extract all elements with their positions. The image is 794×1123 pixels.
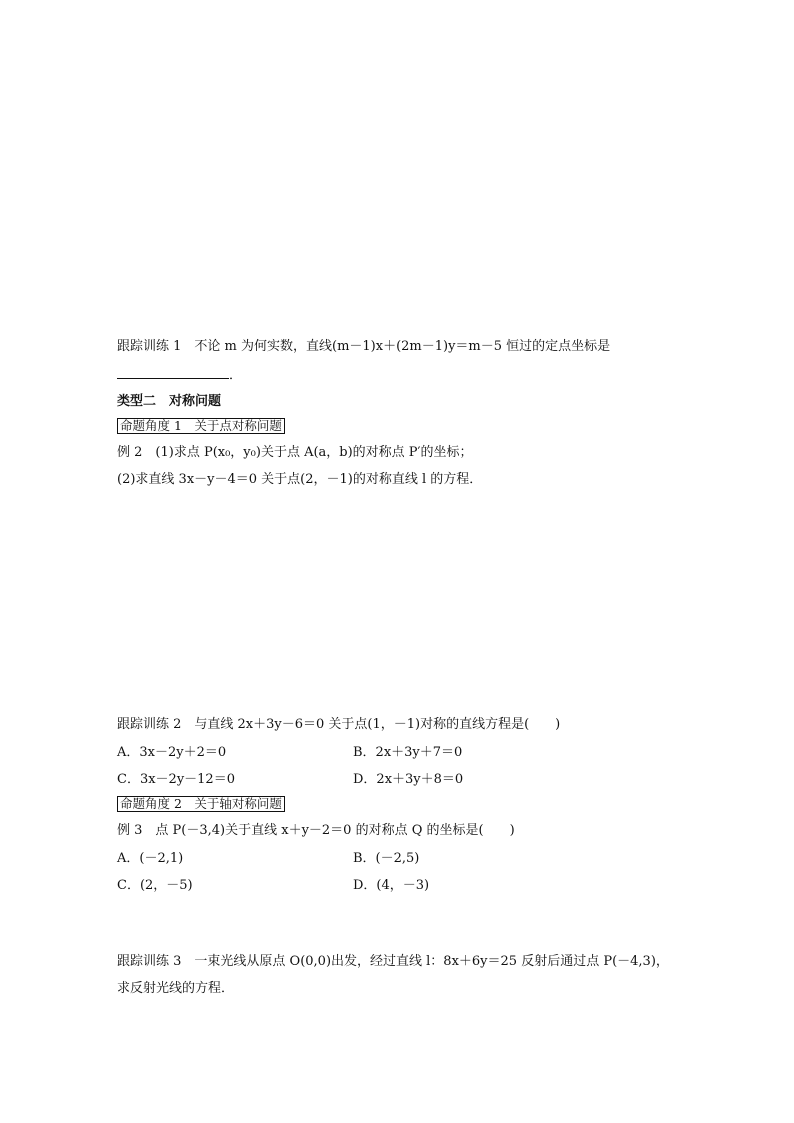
exercise-1-question xyxy=(117,338,610,356)
example-3-option-c: C．(2，－5) xyxy=(117,878,193,893)
angle-1-label: 命题角度 1 关于点对称问题 xyxy=(117,418,285,434)
angle-2-label: 命题角度 2 关于轴对称问题 xyxy=(117,796,285,812)
exercise-2-option-b: B．2x＋3y＋7＝0 xyxy=(353,745,463,760)
example-2-line-2: (2)求直线 3x－y－4＝0 关于点(2，－1)的对称直线 l 的方程． xyxy=(117,472,483,487)
exercise-1-text: 不论 m 为何实数，直线(m－1)x＋(2m－1)y＝m－5 恒过的定点坐标是 xyxy=(181,339,611,354)
exercise-3-line-2: 求反射光线的方程． xyxy=(117,981,235,996)
example-3-question: 例 3 点 P(－3,4)关于直线 x＋y－2＝0 的对称点 Q 的坐标是( ) xyxy=(117,823,515,838)
exercise-2-option-a: A．3x－2y＋2＝0 xyxy=(117,745,227,760)
answer-blank[interactable] xyxy=(117,366,229,379)
example-2-line-1: 例 2 (1)求点 P(x₀，y₀)关于点 A(a，b)的对称点 P′的坐标； xyxy=(117,445,473,460)
exercise-1-answer-line xyxy=(117,366,242,385)
example-3-option-b: B．(－2,5) xyxy=(353,851,420,866)
exercise-1-label: 跟踪训练 1 xyxy=(117,339,182,354)
example-3-option-d: D．(4，－3) xyxy=(353,878,430,893)
example-3-option-a: A．(－2,1) xyxy=(117,851,184,866)
exercise-2-option-d: D．2x＋3y＋8＝0 xyxy=(353,772,464,787)
section-2-heading: 类型二 对称问题 xyxy=(117,394,222,409)
angle-2-label-row xyxy=(117,796,285,814)
exercise-2-option-c: C．3x－2y－12＝0 xyxy=(117,772,235,787)
exercise-3-line-1: 跟踪训练 3 一束光线从原点 O(0,0)出发，经过直线 l：8x＋6y＝25 反射后通过点 P(－4,3)， xyxy=(117,954,669,969)
exercise-1-tail: ． xyxy=(229,368,243,383)
angle-1-label-row xyxy=(117,418,285,436)
exercise-2-question: 跟踪训练 2 与直线 2x＋3y－6＝0 关于点(1，－1)对称的直线方程是( ) xyxy=(117,717,561,732)
